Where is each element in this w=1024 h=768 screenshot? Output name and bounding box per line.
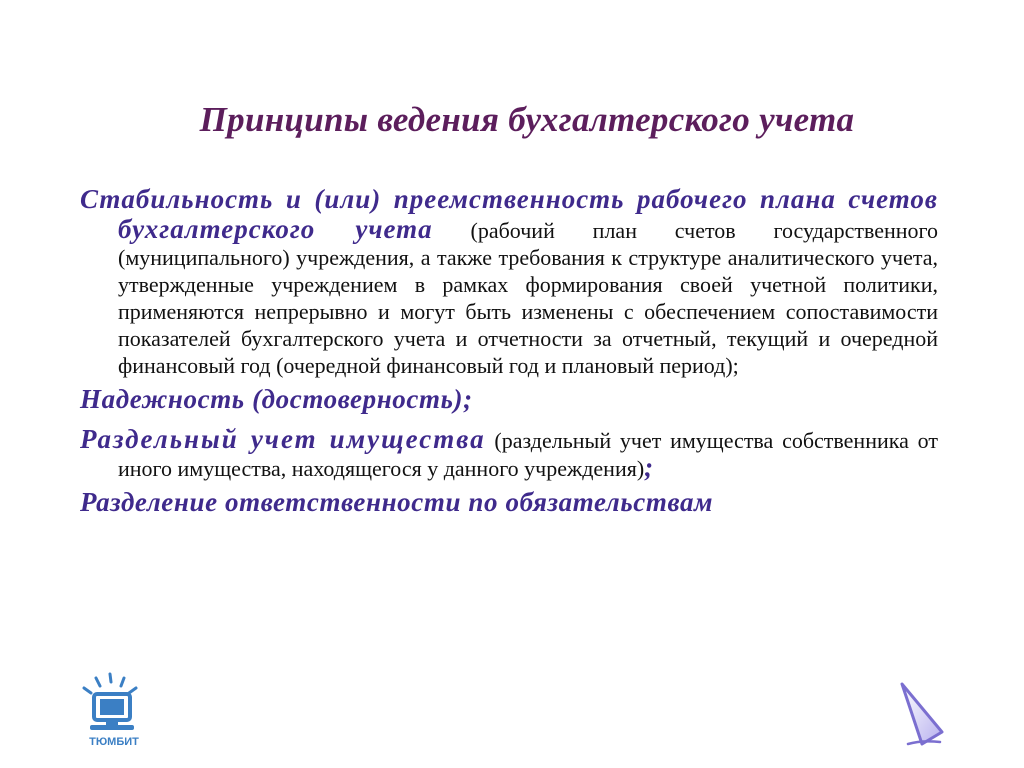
principle-text: (рабочий план счетов государственного (муниципального) учреждения, а также требования к структуре аналитического учета, утвержденные учреждением в рамках формирования своей учетной политики, применяются непрерывно и могут быть изменены с обеспечением сопоставимости показателей бухгалтерского учета и отчетности за отчетный, текущий и очередной финансовый год (очередной финансовый год и плановый период); bbox=[118, 218, 939, 378]
slide-title: Принципы ведения бухгалтерского учета bbox=[199, 100, 855, 139]
logo-left-text: ТЮМБИТ bbox=[89, 736, 139, 748]
principle-text: (раздельный учет имущества собственника от иного имущества, находящегося у данного учреждения) bbox=[118, 428, 938, 481]
computer-sun-logo-icon bbox=[76, 672, 152, 750]
principle-heading: Надежность (достоверность); bbox=[80, 384, 473, 414]
principle-heading: Разделение ответственности по обязательствам bbox=[80, 487, 714, 517]
slide-body bbox=[80, 184, 938, 522]
principle-item-separate-accounting bbox=[80, 424, 938, 482]
principle-item-reliability bbox=[80, 384, 938, 414]
principle-heading: Раздельный учет имущества bbox=[80, 424, 486, 454]
principle-tail: ; bbox=[644, 452, 654, 482]
principle-item-stability bbox=[80, 184, 938, 379]
principle-heading: Стабильность и (или) преемственность рабочего плана счетов бухгалтерского учета bbox=[80, 184, 938, 244]
principle-item-responsibility bbox=[80, 487, 938, 517]
triangle-logo-icon bbox=[894, 680, 950, 750]
